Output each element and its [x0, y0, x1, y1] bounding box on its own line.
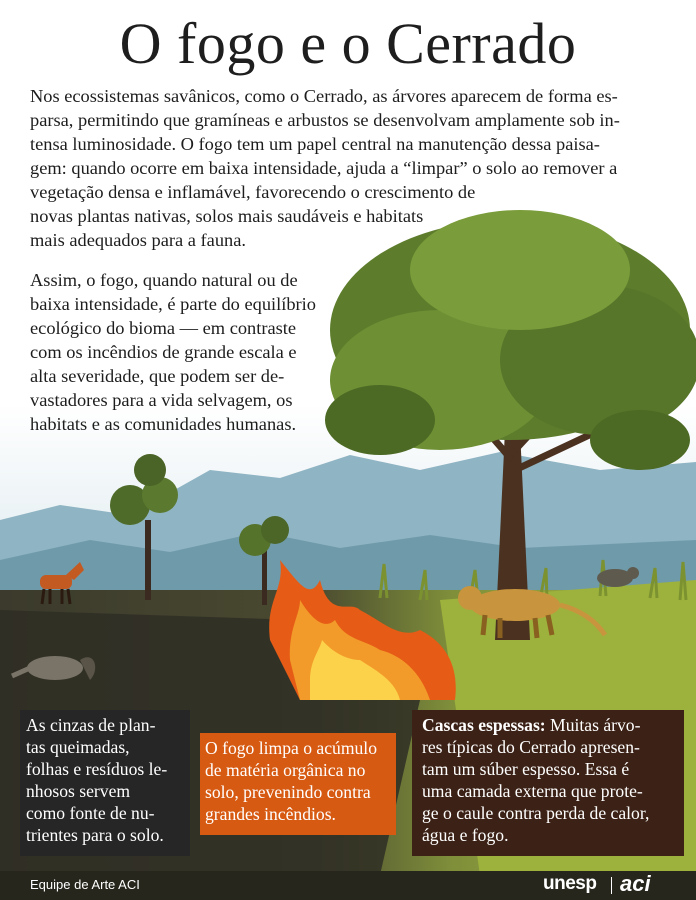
bark-info-box: [412, 710, 684, 856]
bark-line: água e fogo.: [422, 825, 509, 845]
bark-heading: Cascas espessas:: [422, 715, 546, 735]
intro-line: novas plantas nativas, solos mais saudáveis e habitats: [30, 206, 424, 226]
unesp-logo: unesp: [543, 873, 597, 894]
bark-first-rest: Muitas árvo-: [545, 715, 641, 735]
aci-logo: aci: [620, 871, 651, 896]
intro-line: tensa luminosidade. O fogo tem um papel central na manutenção dessa paisa-: [30, 134, 600, 154]
ash-line: As cinzas de plan-: [26, 715, 156, 735]
logo-divider: [611, 877, 612, 894]
credit-text: Equipe de Arte ACI: [30, 877, 140, 892]
second-paragraph: [30, 268, 330, 436]
para2-line: vastadores para a vida selvagem, os: [30, 390, 293, 410]
ash-line: como fonte de nu-: [26, 803, 155, 823]
para2-line: ecológico do bioma — em contraste: [30, 318, 297, 338]
para2-line: alta severidade, que podem ser de-: [30, 366, 285, 386]
intro-line: Nos ecossistemas savânicos, como o Cerrado, as árvores aparecem de forma es-: [30, 86, 618, 106]
fire-line: de matéria orgânica no: [205, 760, 366, 780]
ash-line: tas queimadas,: [26, 737, 130, 757]
intro-line: gem: quando ocorre em baixa intensidade, ajuda a “limpar” o solo ao remover a: [30, 158, 618, 178]
para2-line: com os incêndios de grande escala e: [30, 342, 297, 362]
intro-line: mais adequados para a fauna.: [30, 230, 246, 250]
ash-line: trientes para o solo.: [26, 825, 164, 845]
footer-bar: [0, 871, 696, 900]
ash-info-box: [20, 710, 190, 856]
ash-line: nhosos servem: [26, 781, 131, 801]
ash-line: folhas e resíduos le-: [26, 759, 168, 779]
bark-line: uma camada externa que prote-: [422, 781, 643, 801]
bark-first-line: [422, 714, 674, 736]
fire-line: solo, prevenindo contra: [205, 782, 371, 802]
page-title: O fogo e o Cerrado: [119, 11, 577, 76]
bark-line: res típicas do Cerrado apresen-: [422, 737, 640, 757]
bark-line: tam um súber espesso. Essa é: [422, 759, 630, 779]
bark-line: ge o caule contra perda de calor,: [422, 803, 650, 823]
fire-info-box: [200, 733, 396, 835]
fire-line: grandes incêndios.: [205, 804, 336, 824]
para2-line: baixa intensidade, é parte do equilíbrio: [30, 294, 316, 314]
intro-line: parsa, permitindo que gramíneas e arbustos se desenvolvam amplamente sob in-: [30, 110, 620, 130]
intro-paragraph: [30, 84, 670, 252]
intro-line: vegetação densa e inflamável, favorecendo o crescimento de: [30, 182, 476, 202]
para2-line: habitats e as comunidades humanas.: [30, 414, 297, 434]
fire-line: O fogo limpa o acúmulo: [205, 738, 377, 758]
para2-line: Assim, o fogo, quando natural ou de: [30, 270, 298, 290]
